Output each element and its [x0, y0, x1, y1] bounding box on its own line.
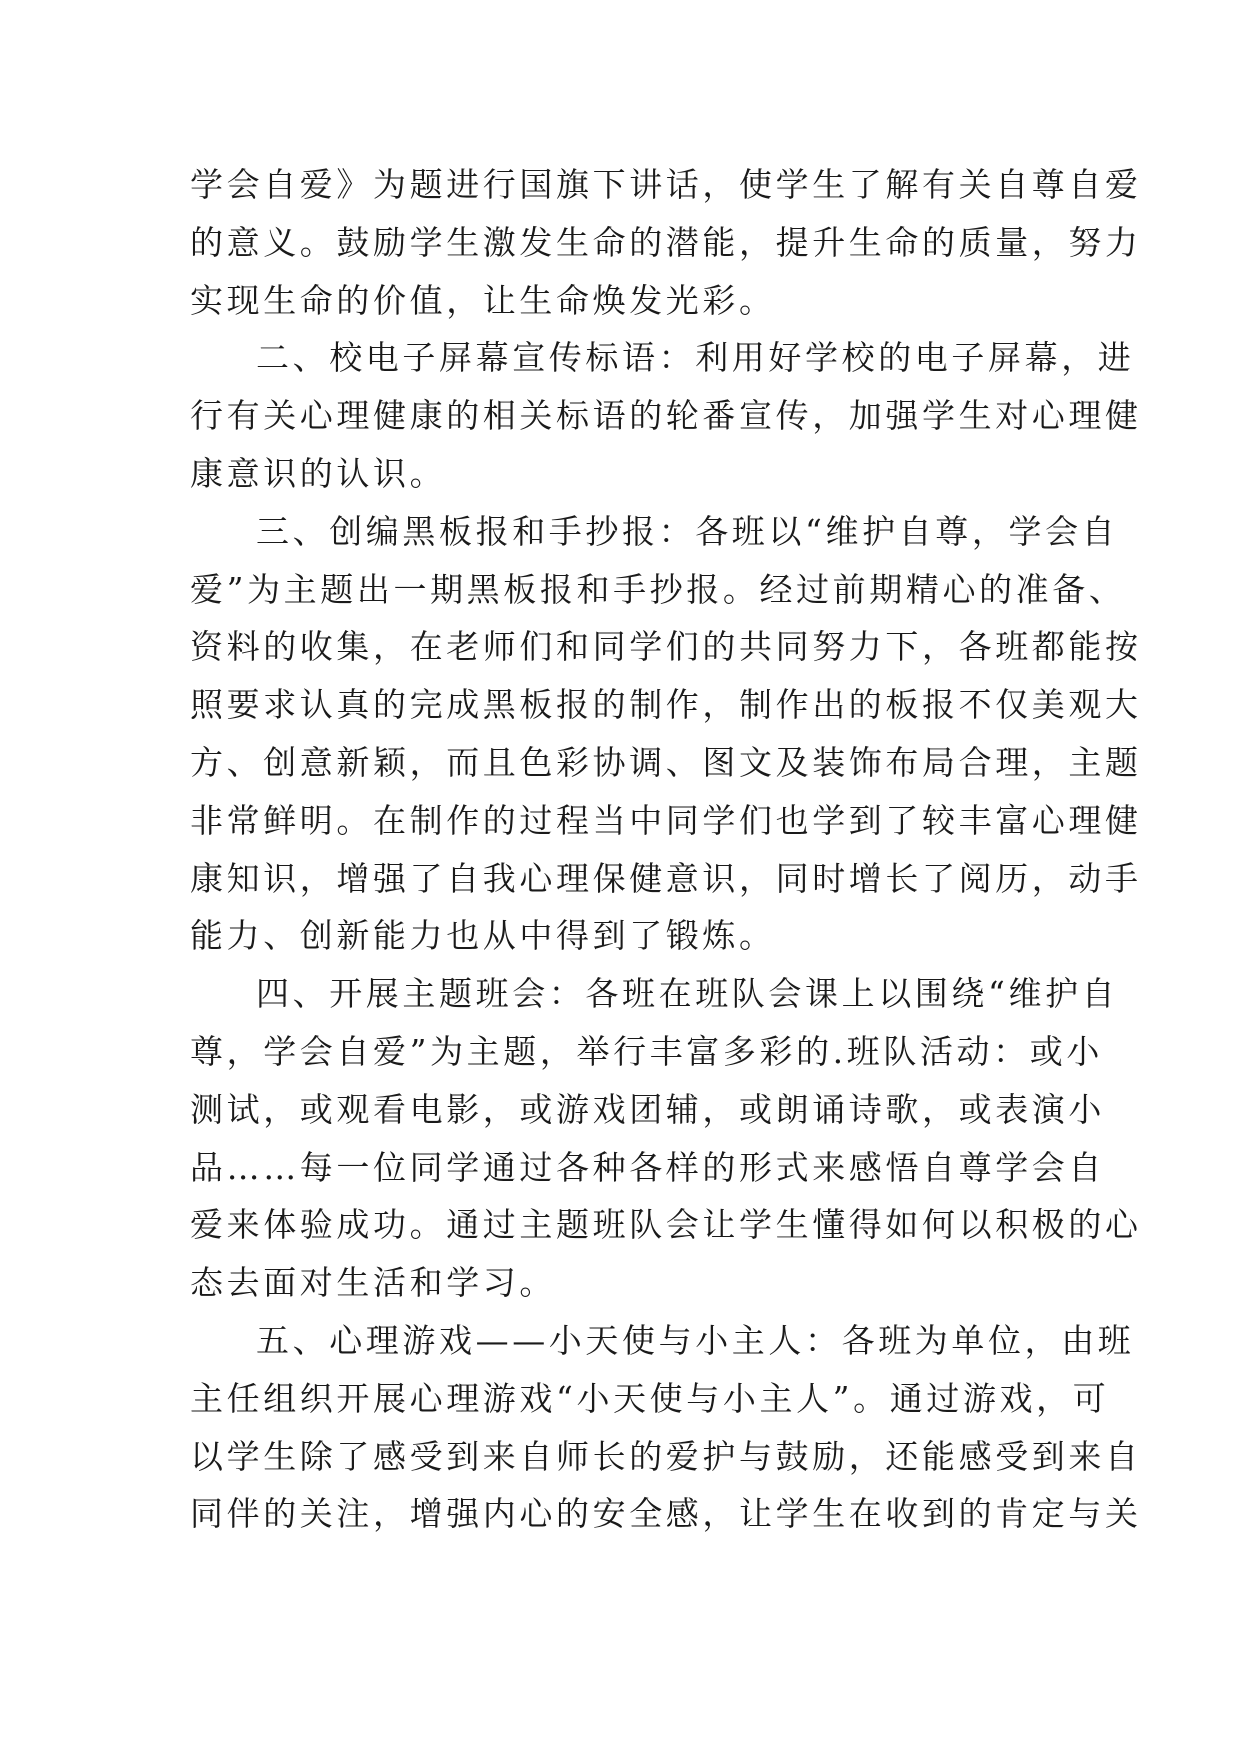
text-line: 态去面对生活和学习。	[190, 1263, 556, 1303]
text-line: 康知识，增强了自我心理保健意识，同时增长了阅历，动手	[190, 858, 1142, 898]
text-line: 爱来体验成功。通过主题班队会让学生懂得如何以积极的心	[190, 1205, 1142, 1245]
text-line: 照要求认真的完成黑板报的制作，制作出的板报不仅美观大	[190, 685, 1142, 725]
text-line: 同伴的关注，增强内心的安全感，让学生在收到的肯定与关	[190, 1494, 1142, 1534]
text-line: 以学生除了感受到来自师长的爱护与鼓励，还能感受到来自	[190, 1436, 1142, 1476]
text-line: 的意义。鼓励学生激发生命的潜能，提升生命的质量，努力	[190, 222, 1142, 262]
text-line: 康意识的认识。	[190, 453, 447, 493]
text-line: 方、创意新颖，而且色彩协调、图文及装饰布局合理，主题	[190, 742, 1142, 782]
section-5-first-line: 五、心理游戏——小天使与小主人：各班为单位，由班	[256, 1320, 1135, 1360]
text-line: 实现生命的价值，让生命焕发光彩。	[190, 280, 776, 320]
text-line: 非常鲜明。在制作的过程当中同学们也学到了较丰富心理健	[190, 800, 1142, 840]
text-line: 测试，或观看电影，或游戏团辅，或朗诵诗歌，或表演小	[190, 1089, 1105, 1129]
text-line: 行有关心理健康的相关标语的轮番宣传，加强学生对心理健	[190, 396, 1142, 436]
document-body	[190, 156, 1142, 1543]
text-line: 主任组织开展心理游戏“小天使与小主人”。通过游戏，可	[190, 1378, 1110, 1418]
text-line: 爱”为主题出一期黑板报和手抄报。经过前期精心的准备、	[190, 569, 1126, 609]
text-line: 品……每一位同学通过各种各样的形式来感悟自尊学会自	[190, 1147, 1105, 1187]
section-4-first-line: 四、开展主题班会：各班在班队会课上以围绕“维护自	[256, 974, 1119, 1014]
text-line: 资料的收集，在老师们和同学们的共同努力下，各班都能按	[190, 627, 1142, 667]
section-3-first-line: 三、创编黑板报和手抄报：各班以“维护自尊，学会自	[256, 511, 1119, 551]
text-line: 学会自爱》为题进行国旗下讲话，使学生了解有关自尊自爱	[190, 165, 1142, 204]
text-line: 尊，学会自爱”为主题，举行丰富多彩的.班队活动：或小	[190, 1031, 1103, 1071]
section-2-first-line: 二、校电子屏幕宣传标语：利用好学校的电子屏幕，进	[256, 338, 1135, 378]
text-line: 能力、创新能力也从中得到了锻炼。	[190, 916, 776, 956]
